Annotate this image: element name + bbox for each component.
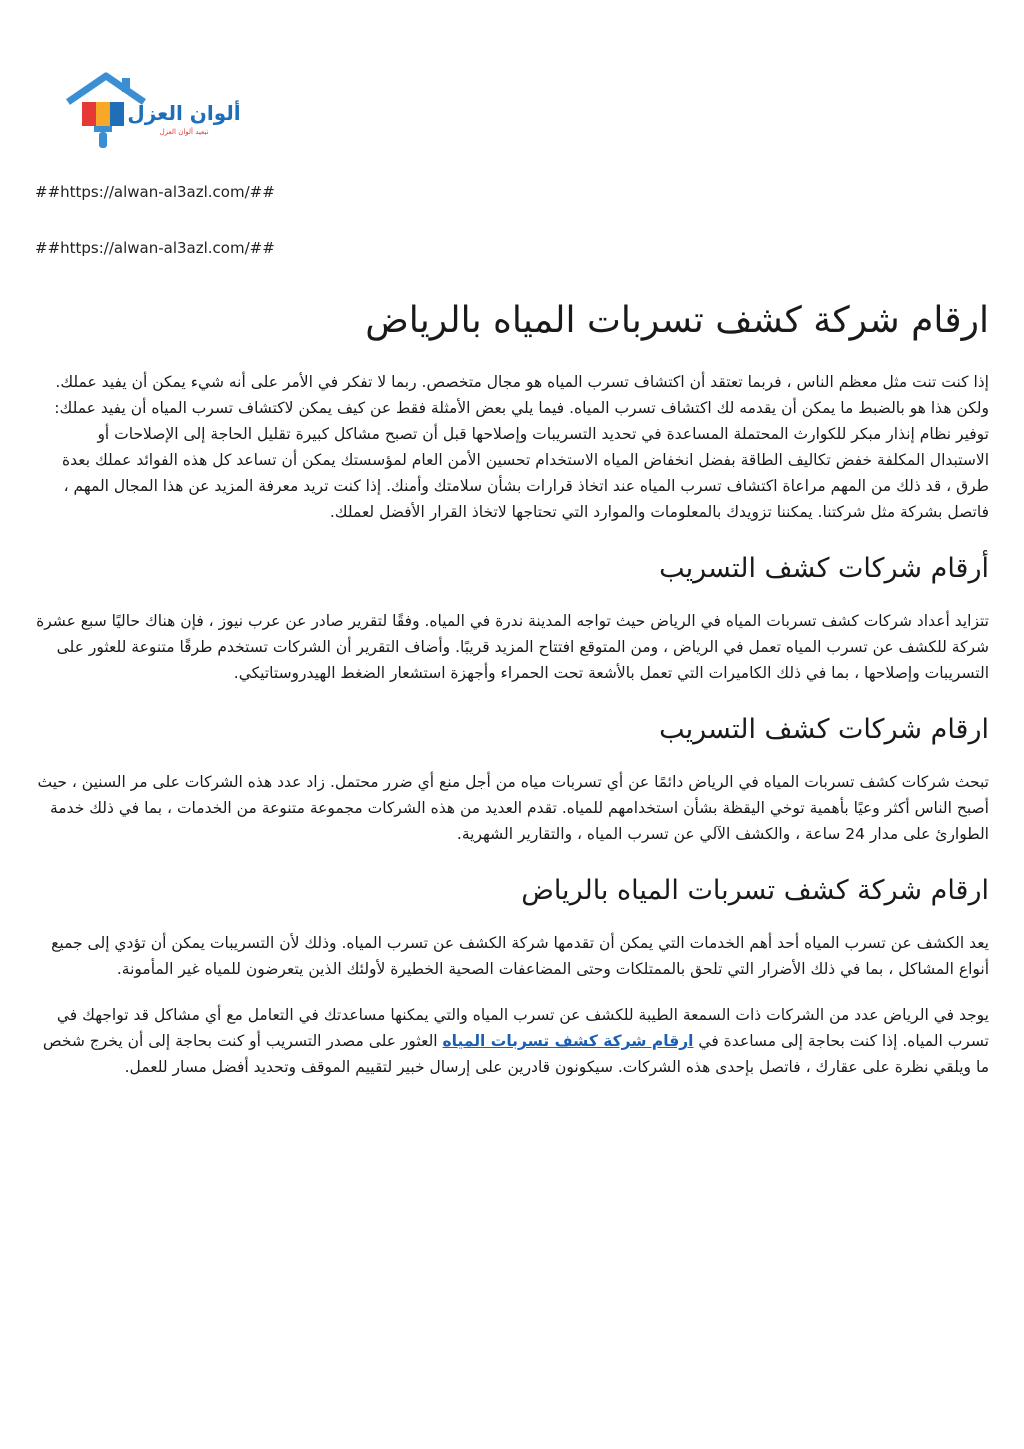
closing-text-after: العثور على مصدر التسريب أو كنت بحاجة إلى أن يخرج شخص ما ويلقي نظرة على عقارك ، فاتصل بإحدى هذه الشركات. سيكونون قادرين على إرسال خبير لتقييم الموقف وتحديد أفضل مسار للعمل.	[42, 1032, 989, 1077]
company-logo	[66, 70, 241, 150]
roof-icon	[68, 76, 144, 102]
site-url-line: ##https://alwan-al3azl.com/##	[35, 183, 275, 201]
section-heading: أرقام شركات كشف التسريب	[659, 552, 989, 584]
page-title: ارقام شركة كشف تسربات المياه بالرياض	[365, 300, 989, 341]
section-paragraph: تتزايد أعداد شركات كشف تسربات المياه في الرياض حيث تواجه المدينة ندرة في المياه. وفقًا لتقرير صادر عن عرب نيوز ، فإن هناك حاليًا سبع عشرة شركة للكشف عن تسرب المياه تعمل في الرياض ، ومن المتوقع افتتاح المزيد قريبًا. وأضاف التقرير أن الشركات تستخدم طرقًا متنوعة للعثور على التسريبات وإصلاحها ، بما في ذلك الكاميرات التي تعمل بالأشعة تحت الحمراء وأجهزة استشعار الضغط الهيدروستاتيكي.	[36, 611, 989, 682]
intro-paragraph: إذا كنت تنت مثل معظم الناس ، فربما تعتقد أن اكتشاف تسرب المياه هو مجال متخصص. ربما لا تفكر في الأمر على أنه شيء يمكن أن يفيد عملك. ولكن هذا هو بالضبط ما يمكن أن يقدمه لك اكتشاف تسرب المياه. فيما يلي بعض الأمثلة فقط عن كيف يمكن لاكتشاف تسرب المياه أن يفيد عملك: توفير نظام إنذار مبكر للكوارث المحتملة المساعدة في تحديد التسريبات وإصلاحها قبل أن تصبح مشاكل كبيرة تقليل الحاجة إلى الإصلاحات أو الاستبدال المكلفة خفض تكاليف الطاقة بفضل انخفاض المياه الاستخدام تحسين الأمن العام لمؤسستك يمكن أن تساعد كل هذه الفوائد عملك بعدة طرق ، قد ذلك من المهم مراعاة اكتشاف تسرب المياه عند اتخاذ قرارات بشأن سلامتك وأمنك. إذا كنت تريد معرفة المزيد عن هذا المجال المهم ، فاتصل بشركة مثل شركتنا. يمكننا تزويدك بالمعلومات والموارد التي تحتاجها لاتخاذ القرار الأفضل لعملك.	[54, 372, 989, 521]
paint-blue-block	[110, 102, 124, 126]
logo-tagline: تبعيد ألوان العزل	[159, 128, 209, 136]
article	[35, 298, 989, 1106]
section-heading: ارقام شركات كشف التسريب	[659, 713, 989, 745]
site-url-line: ##https://alwan-al3azl.com/##	[35, 239, 275, 257]
logo-text: ألوان العزل	[127, 101, 241, 125]
company-numbers-link[interactable]: ارقام شركة كشف تسربات المياه	[442, 1032, 694, 1051]
paint-red-block	[82, 102, 96, 126]
section-paragraph: تبحث شركات كشف تسربات المياه في الرياض دائمًا عن أي تسربات مياه من أجل منع أي ضرر محتمل. زاد عدد هذه الشركات على مر السنين ، حيث أصبح الناس أكثر وعيًا بأهمية توخي اليقظة بشأن استخدامهم للمياه. تقدم العديد من هذه الشركات مجموعة متنوعة من الخدمات ، بما في ذلك خدمة الطوارئ على مدار 24 ساعة ، والكشف الآلي عن تسرب المياه ، والتقارير الشهرية.	[37, 772, 989, 843]
section-paragraph: يعد الكشف عن تسرب المياه أحد أهم الخدمات التي يمكن أن تقدمها شركة الكشف عن تسرب المياه. وذلك لأن التسريبات يمكن أن تؤدي إلى جميع أنواع المشاكل ، بما في ذلك الأضرار التي تلحق بالممتلكات وحتى المضاعفات الصحية الخطيرة لأولئك الذين يتعرضون للمياه غير المأمونة.	[51, 934, 989, 979]
closing-text-before: يوجد في الرياض عدد من الشركات ذات السمعة الطيبة للكشف عن تسرب المياه والتي يمكنها مساعدتك في التعامل مع أي مشاكل قد تواجهك في تسرب المياه. إذا كنت بحاجة إلى مساعدة في	[56, 1006, 989, 1051]
paint-orange-block	[96, 102, 110, 126]
closing-paragraph	[35, 1002, 989, 1080]
section-heading: ارقام شركة كشف تسربات المياه بالرياض	[521, 874, 989, 906]
